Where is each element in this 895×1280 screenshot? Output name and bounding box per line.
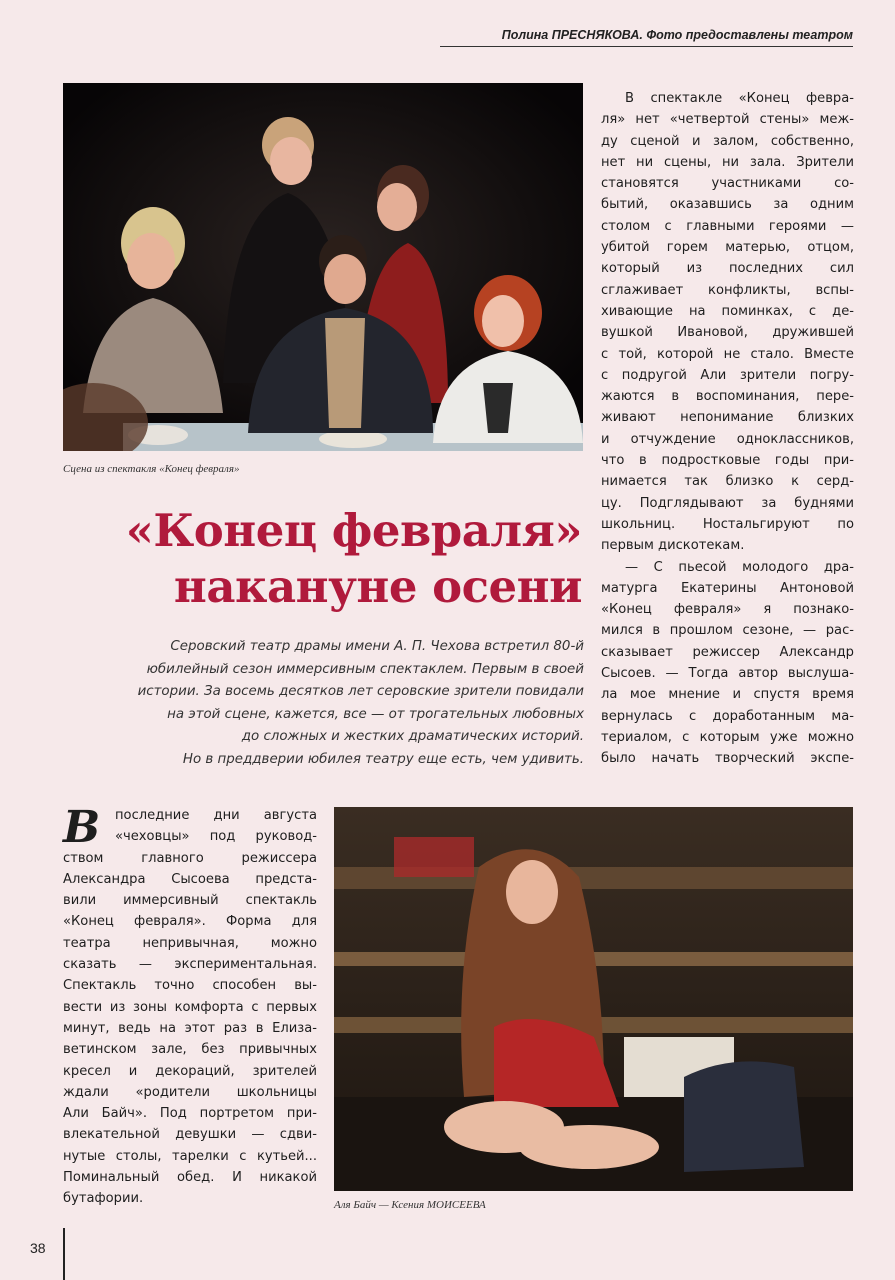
text-line: живают непонимание близких: [601, 410, 854, 426]
lead-line: на этой сцене, кажется, все — от трогательных любовных: [167, 706, 584, 722]
actress-photo: [334, 807, 853, 1191]
text-line: минут, ведь на этот раз в Елиза-: [63, 1020, 317, 1036]
text-line: «Конец февраля» я познако-: [601, 602, 854, 618]
text-line: В спектакле «Конец февра-: [625, 91, 854, 106]
text-line: который из последних сил: [601, 261, 854, 277]
page-number-divider: [63, 1228, 65, 1280]
text-line: вернулась с доработанным ма-: [601, 708, 854, 724]
text-line: хивающие на поминках, с де-: [601, 303, 854, 319]
drop-cap: В: [63, 802, 101, 853]
text-line: Александра Сысоева предста-: [63, 871, 317, 887]
author-credit: Полина ПРЕСНЯКОВА. Фото предоставлены театром: [440, 28, 853, 47]
text-line: нет ни сцены, ни зала. Зрители: [601, 154, 854, 170]
text-line: цу. Подглядывают за буднями: [601, 495, 854, 511]
text-line: влекательной девушки — сдви-: [63, 1127, 317, 1143]
lead-line: юбилейный сезон иммерсивным спектаклем. Первым в своей: [146, 661, 584, 677]
text-line: матурга Екатерины Антоновой: [601, 580, 854, 596]
article-lead: [68, 636, 584, 772]
text-line: убитой горем матерью, отцом,: [601, 240, 854, 256]
scene-photo: [63, 83, 583, 451]
text-line: было начать творческий экспе-: [601, 751, 854, 767]
article-title: [70, 503, 582, 615]
text-line: ду сценой и залом, собственно,: [601, 133, 854, 149]
title-line-2: накануне осени: [173, 560, 582, 613]
text-line: «Конец февраля». Форма для: [63, 914, 317, 930]
text-line: нутые столы, тарелки с кутьей...: [63, 1148, 317, 1164]
text-line: сказывает режиссер Александр: [601, 644, 854, 660]
text-line: мился в прошлом сезоне, — рас-: [601, 623, 854, 639]
left-text-column: [63, 802, 317, 1210]
text-line: вести из зоны комфорта с первых: [63, 999, 317, 1015]
text-line: школьниц. Ностальгируют по: [601, 516, 854, 532]
scene-photo-caption: Сцена из спектакля «Конец февраля»: [63, 463, 240, 475]
text-line: ством главного режиссера: [63, 850, 317, 866]
text-line: первым дискотекам.: [601, 538, 745, 554]
text-line: нимается так близко к серд-: [601, 474, 854, 490]
text-line: Поминальный обед. И никакой: [63, 1170, 317, 1186]
text-line: сглаживает конфликты, вспы-: [601, 282, 854, 298]
title-line-1: «Конец февраля»: [125, 504, 582, 557]
text-line: столом с главными героями —: [601, 218, 854, 234]
lead-line: до сложных и жестких драматических историй.: [241, 729, 584, 745]
text-line: сказать — экспериментальная.: [63, 957, 317, 973]
text-line: вушкой Ивановой, дружившей: [601, 325, 854, 341]
text-line: Сысоев. — Тогда автор выслуша-: [601, 666, 854, 682]
text-line: бутафории.: [63, 1191, 144, 1207]
text-line: вили иммерсивный спектакль: [63, 893, 317, 909]
text-line: ждали «родители школьницы: [63, 1084, 317, 1100]
page-number: 38: [30, 1240, 46, 1256]
text-line: «чеховцы» под руковод-: [115, 829, 317, 845]
text-line: ля» нет «четвертой стены» меж-: [601, 112, 854, 128]
text-line: с подругой Али зрители погру-: [601, 367, 854, 383]
actress-photo-image: [334, 807, 853, 1191]
text-line: последние дни августа: [115, 808, 317, 823]
text-line: театра непривычная, можно: [63, 935, 317, 951]
text-line: териалом, с которым уже можно: [601, 729, 854, 745]
text-line: с той, которой не стало. Вместе: [601, 346, 854, 362]
text-line: кресел и декораций, зрителей: [63, 1063, 317, 1079]
text-line: — С пьесой молодого дра-: [625, 559, 854, 575]
text-line: становятся участниками со-: [601, 176, 854, 192]
lead-line: истории. За восемь десятков лет серовские зрители повидали: [137, 684, 584, 700]
text-line: бытий, оказавшись за одним: [601, 197, 854, 213]
text-line: ветинском зале, без привычных: [63, 1042, 317, 1058]
scene-photo-image: [63, 83, 583, 451]
text-line: и отчуждение одноклассников,: [601, 431, 854, 447]
text-line: Спектакль точно способен вы-: [63, 978, 317, 994]
text-line: жаются в воспоминания, пере-: [601, 389, 854, 405]
text-line: что в подростковые годы при-: [601, 453, 854, 469]
actress-photo-caption: Аля Байч — Ксения МОИСЕЕВА: [334, 1199, 486, 1211]
lead-line: Но в преддверии юбилея театру еще есть, чем удивить.: [182, 751, 584, 767]
text-line: Али Байч». Под портретом при-: [63, 1106, 317, 1122]
lead-line: Серовский театр драмы имени А. П. Чехова встретил 80-й: [170, 639, 584, 654]
text-line: ла мое мнение и спустя время: [601, 687, 854, 703]
right-text-column: [601, 88, 854, 770]
